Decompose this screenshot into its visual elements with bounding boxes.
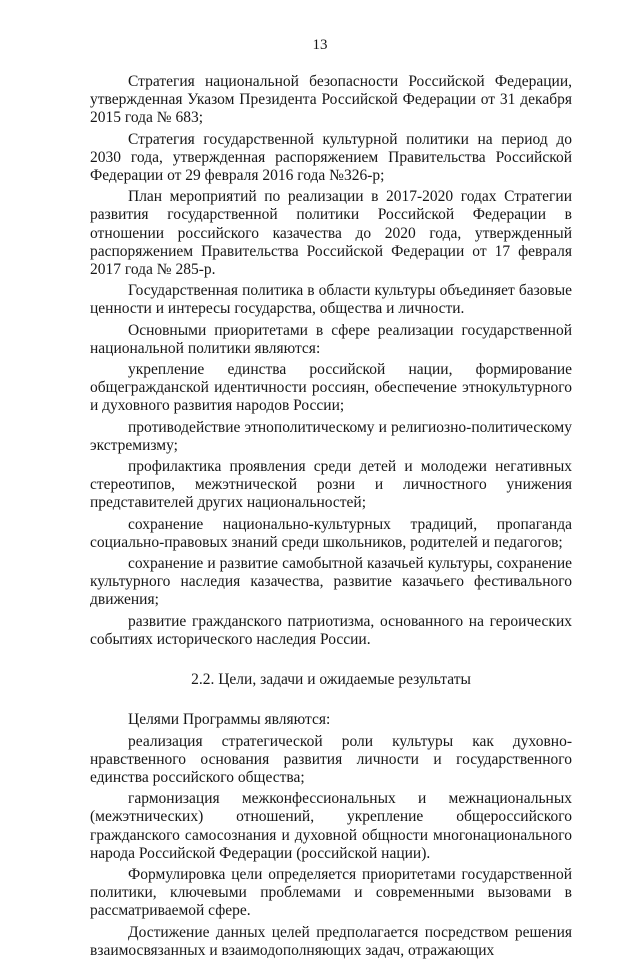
section-heading: 2.2. Цели, задачи и ожидаемые результаты [191, 671, 471, 689]
paragraph-goals-intro: Целями Программы являются: [128, 711, 331, 729]
paragraph-cultural-policy-strategy: Стратегия государственной культурной политики на период до 2030 года, утвержденная распоряжением Правительства Российской Федерации от 29 февраля 2016 года №326-р; [90, 130, 572, 185]
paragraph-priorities-intro: Основными приоритетами в сфере реализации государственной национальной политики являются: [90, 321, 572, 357]
list-item-goal-culture-role: реализация стратегической роли культуры как духовно-нравственного основания развития личности и государственного единства российского общества; [90, 732, 572, 786]
paragraph-goal-achievement: Достижение данных целей предполагается посредством решения взаимосвязанных и взаимодополняющих задач, отражающих [90, 923, 572, 959]
list-item-unity: укрепление единства российской нации, формирование общегражданской идентичности россиян, обеспечение этнокультурного и духовного развития народов России; [90, 361, 572, 415]
list-item-counter-extremism: противодействие этнополитическому и религиозно-политическому экстремизму; [90, 418, 572, 454]
list-item-patriotism: развитие гражданского патриотизма, основанного на героических событиях исторического наследия России. [90, 612, 572, 648]
paragraph-cossack-plan: План мероприятий по реализации в 2017-2020 годах Стратегии развития государственной политики Российской Федерации в отношении российского казачества до 2020 года, утвержденный распоряжением Правительства Российской Федерации от 17 февраля 2017 года № 285-р. [90, 188, 572, 279]
paragraph-national-security-strategy: Стратегия национальной безопасности Российской Федерации, утвержденная Указом Президента Российской Федерации от 31 декабря 2015 года № 683; [90, 73, 572, 127]
list-item-goal-harmonization: гармонизация межконфессиональных и межнациональных (межэтнических) отношений, укрепление общероссийского гражданского самосознания и духовной общности многонационального народа Российской Федерации (российской нации). [90, 790, 572, 862]
page-number: 13 [312, 37, 328, 53]
list-item-cossack-culture: сохранение и развитие самобытной казачьей культуры, сохранение культурного наследия казачества, развитие казачьего фестивального движения; [90, 555, 572, 609]
document-body [90, 73, 572, 963]
paragraph-goal-formulation: Формулировка цели определяется приоритетами государственной политики, ключевыми проблемами и современными вызовами в рассматриваемой сфере. [90, 865, 572, 920]
paragraph-state-culture-policy: Государственная политика в области культуры объединяет базовые ценности и интересы государства, общества и личности. [90, 282, 572, 318]
list-item-traditions: сохранение национально-культурных традиций, пропаганда социально-правовых знаний среди школьников, родителей и педагогов; [90, 515, 572, 551]
list-item-prevention: профилактика проявления среди детей и молодежи негативных стереотипов, межэтнической розни и личностного унижения представителей других национальностей; [90, 458, 572, 512]
